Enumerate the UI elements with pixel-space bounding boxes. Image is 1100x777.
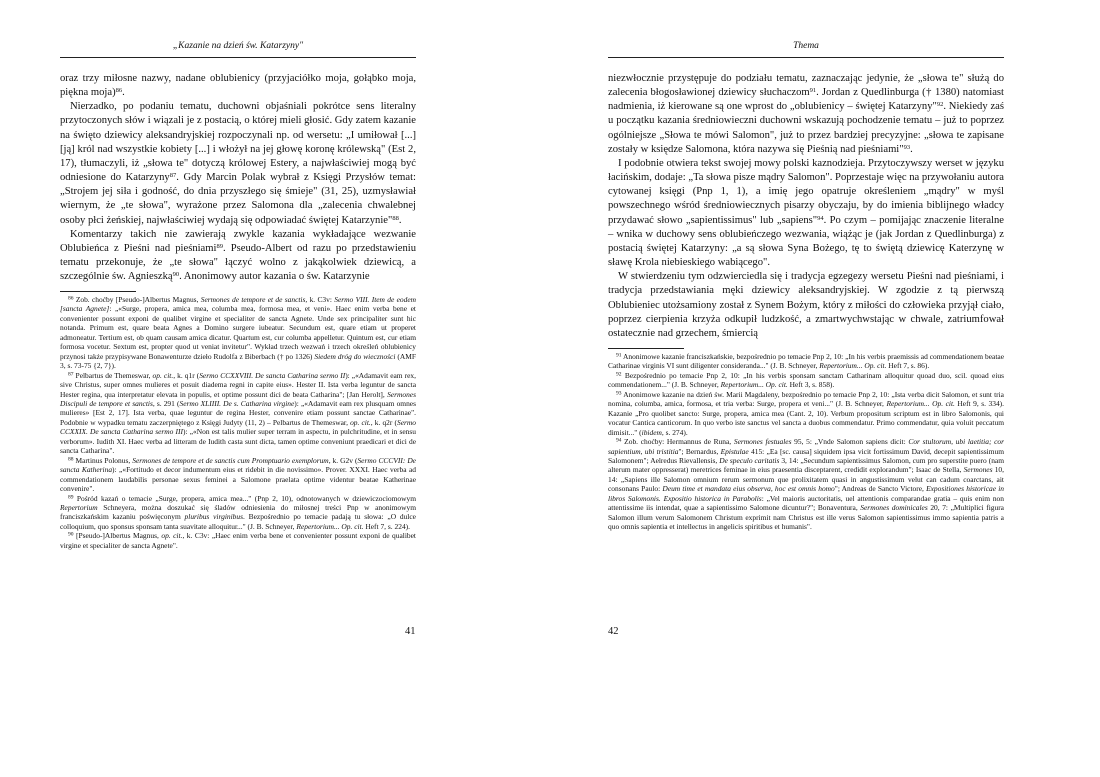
italic-text: Expositiones historicae in libros Salomonis. Expositio historica in Parabolis (608, 484, 1004, 503)
italic-text: Sermones (963, 465, 993, 475)
footnote-ref: 86 (115, 87, 123, 95)
italic-text: Sermo XLIIII. De s. Catharina virgine (179, 398, 295, 408)
text-run: 95, 5: „Vnde Salomon sapiens dicit: (791, 437, 909, 447)
footnote (60, 531, 416, 550)
text-run: (AMF 3, s. 73-75 {2, 7}). (60, 351, 416, 371)
paragraph (608, 157, 1004, 270)
italic-text: op. cit. (152, 370, 174, 380)
text-run: Anonimowe kazanie na dzień św. Marii Magdaleny, bezpośrednio po temacie Pnp 2, 10: „Ista verba dicit Salomon, et sunt tria nomina, columba, amica, formosa, et tria verba: Surge, propera et veni..." (J. B. Schneyer, (608, 389, 1004, 409)
text-run: Heft 3, s. 858). (787, 380, 835, 390)
italic-text: Deum time et mandata eius observa, hoc est omnis homo (662, 484, 835, 494)
text-run: Schneyera, można doszukać się śladów odniesienia do miłosnej treści Pnp w anonimowym franciszkańskim kazaniu poświęconym (60, 502, 416, 522)
italic-text: Repertorium... Op. cit. (720, 380, 788, 390)
text-run: 3, 14: „Secundum sapientissimus Salomon, cum pro superstite puero (nam alterum mater oppresserat) meretrices feminae in eius praesentia disceptarent, credidit explorandum"; Isaac de Stella, (608, 455, 1005, 475)
italic-text: Repertorium... Op. cit. (886, 399, 955, 409)
text-run: Pelbartus de Themeswar, (73, 370, 153, 380)
italic-text: op. cit. (350, 417, 371, 427)
footnote (608, 371, 1004, 390)
right-running-head: Thema (793, 41, 819, 51)
text-run: . Gdy Marcin Polak wybrał z Księgi Przysłów temat: „Strojem jej siła i godność, do dnia przyszłego się śmieje" (31, 25), uzmysławiał wiernym, że „te słowa", wyrażone przez Salomona dla „zalecenia chwalebnej osoby płci żeńskiej, najwłaściwiej wydają się odpowiadać świętej Katarzynie" (60, 172, 416, 226)
italic-text: Sermones de tempore et de sanctis (200, 295, 306, 304)
italic-text: Sermones de tempore et de sanctis cum Promptuario exemplorum (132, 455, 329, 465)
paragraph (608, 270, 1004, 341)
text-run: Heft 7, s. 224). (363, 521, 410, 531)
text-run: , s. 291 ( (152, 398, 180, 408)
footnote (608, 352, 1004, 371)
right-page-number: 42 (608, 626, 619, 637)
footnote (608, 390, 1004, 437)
footnote-ref: 87 (68, 371, 74, 378)
italic-text: pluribus virginibus (184, 512, 243, 522)
text-run: Nierzadko, po podaniu tematu, duchowni objaśniali pokrótce sens literalny przytoczonych słów i wiązali je z postacią, o której mieli głosić. Gdy zatem kazanie na święto dziewicy aleksandryjskiej rozpoczynali np. od wersetu: „I umiłował [...] [ją] król nad wszystkie kobiety [...] i włożył na jej głowę koronę królewską" (Est 2, 17), tłumaczyli, iż „słowa te" dotyczą królowej Estery, a najwłaściwiej mogą być odniesione do Katarzyny (60, 101, 416, 184)
text-run: 20, 7: „Multiplici figura Salomon illum verum Salomonem Christum exprimit nam Christus est ille verus Salomon sapientissimus immo sapientia patris a quo omnis sapientia et intellectus in angelicis spiritibus et humanis". (608, 503, 1004, 532)
text-run: : „Vel maioris auctoritatis, uel attentionis comparandae gratia – quis enim non attentissime iis intendat, quae a sapientissimo Salomone dicuntur?"; Bonaventura, (608, 493, 1004, 513)
text-run: Bezpośrednio po temacie Pnp 2, 10: „In his verbis sponsam sanctam Catharinam alloquitur quoad duo, scil. quoad eius commendationem..." (J. B. Schneyer, (608, 370, 1004, 390)
italic-text: Sermo CCXXVIII. De sancta Catharina sermo II (199, 370, 346, 380)
left-page-number: 41 (405, 626, 416, 637)
italic-text: De speculo caritatis (719, 455, 780, 465)
right-footnote-rule (608, 348, 684, 349)
footnote-ref: 88 (68, 456, 74, 463)
text-run: . (122, 87, 125, 99)
italic-text: Sermones Discipuli de tempore et sanctis (60, 389, 416, 408)
footnote-ref: 89 (68, 494, 74, 501)
italic-text: op. cit. (161, 531, 183, 541)
left-footnotes (60, 295, 416, 550)
footnote (60, 456, 416, 494)
text-run: , k. G2v ( (328, 455, 358, 465)
footnote (60, 494, 416, 532)
text-run: Komentarzy takich nie zawierają zwykle kazania wykładające wezwanie Oblubieńca z Pieśni nad pieśniami (60, 228, 416, 254)
italic-text: Sermo VIII. Item de eodem [sancta Agnete] (60, 295, 416, 314)
footnote-ref: 90 (68, 531, 74, 538)
text-run: , k. q1r ( (173, 370, 200, 380)
text-run: ): „«Non est talis mulier super terram in aspectu, in pulchritudine, et in sensu verborum». Iudith XI. Haec verba ad litteram de Iudith casta sunt dicta, tamen optime conveniunt praedicari et dici de sancta Catharina". (60, 427, 417, 456)
text-run: I podobnie otwiera tekst swojej mowy polski kaznodzieja. Przytoczywszy werset w języku łacińskim, dodaje: „Ta słowa pisze mądry Salomon". Poprzestaje więc na przywołaniu autora cytowanej księgi (Pnp 1, 1), a imię jego opatruje określeniem „mądry" w myśl powszechnego wśród średniowiecznych pisarzy obyczaju, by do imienia biblijnego władcy przydawać słowo „sapientissimus" lub „sapiens" (608, 157, 1004, 226)
text-run: Zob. choćby [Pseudo-]Albertus Magnus, (73, 295, 201, 304)
italic-text: Sermones festuales (733, 437, 792, 447)
text-run: Anonimowe kazanie franciszkańskie, bezpośrednio po temacie Pnp 2, 10: „In his verbis praemissis ad commendationem beatae Catharinae virginis VI sunt diligenter consideranda..." (J. B. Schneyer, (608, 352, 1004, 371)
left-body-text (60, 72, 416, 284)
text-run: niezwłocznie przystępuje do podziału tematu, zaznaczając jedynie, że „słowa te" służą do zalecenia błogosławionej dziewicy słuchaczom (608, 73, 1004, 99)
text-run: 415: „Ea [sc. causa] siquidem ipsa vicit fortissimum David, decepit sapientissimum Salomonem"; Aelredus Rievallensis, (608, 446, 1004, 465)
text-run: . Po czym – pomijając znaczenie literalne – wnika w duchowy sens oblubieńczego wezwania, wiążąc je (jak Jordan z Quedlinburga) z postacią świętej Katarzyny: „a są słowa Syna Bożego, tę to świętą dziewicę Katerzynę w sławę Krola niebieskiego wabiącego". (608, 214, 1004, 269)
paragraph (60, 228, 416, 285)
italic-text: ibidem (641, 427, 662, 437)
text-run: 10, 14: „Sapiens ille Salomon omnium rerum sermonum que prolixitatem quasi in angustissimum velut can cadum coarctans, ait consonans Paulo: (608, 465, 1004, 494)
text-run: . Anonimowy autor kazania o św. Katarzynie (179, 271, 370, 283)
text-run: , s. 274). (661, 427, 688, 437)
text-run: . Pseudo-Albert od razu po przedstawieniu tematu przekonuje, że „te słowa" łączyć wolno z jakąkolwiek dziewicą, a szczególnie św. Agnieszką (60, 242, 416, 283)
footnote-ref: 89 (216, 242, 223, 250)
footnote-ref: 91 (616, 352, 622, 359)
footnote-ref: 92 (616, 371, 622, 378)
footnote-ref: 91 (809, 87, 817, 95)
text-run: "; Andreas de Sancto Victore, (834, 484, 927, 494)
text-run: Zob. choćby: Hermannus de Runa, (621, 437, 734, 447)
text-run: Pośród kazań o temacie „Surge, propera, amica mea..." (Pnp 2, 10), odnotowanych w dziewiczociomowym (73, 493, 416, 503)
text-run: ): „«Fortitudo et decor indumentum eius et ridebit in die novissimo». Prover. XXXI. Haec verba ad commendationem laudabilis personae sexus feminei a Salomone praelata optime videntur beatae Katherinae convenire". (60, 465, 416, 494)
text-run: Heft 9, s. 334). Kazanie „Pro quolibet sancto: Surge, propera, amica mea (Cant. 2, 10). Verbum propositum scriptum est in libro Salomonis, qui vocatur Cantica canticorum. In quo verbo iste sanctus vel sancta a duobus commendatur. Primo commendatur, quia voluit peccatum dimisit..." ( (608, 399, 1004, 437)
paragraph (608, 72, 1004, 157)
left-footnote-rule (60, 291, 136, 292)
text-run: , k. C3v: „Haec enim verba bene et convenienter possunt exponi de qualibet virgine et specialiter de sancta Agnete". (60, 531, 416, 550)
text-run: ): „«Adamavit eam rex plusquam omnes mulieres» [Est 2, 17]. Ista verba, quae leguntur de regina Hester, convenire etiam possunt sanctae Catharinae". Podobnie w wypadku tematu zaczerpniętego z Księgi Judyty (11, 2) – Pelbartus de Themeswar, (60, 398, 416, 427)
right-footnotes (608, 352, 1004, 532)
paragraph (60, 72, 416, 100)
right-body-text (608, 72, 1004, 341)
right-page (550, 0, 1100, 777)
italic-text: Repertorium... Op. cit. (819, 361, 887, 371)
left-running-head: „Kazanie na dzień św. Katarzyny" (172, 41, 304, 51)
footnote-ref: 87 (169, 172, 177, 180)
footnote (60, 371, 416, 456)
left-header-rule (60, 57, 416, 58)
paragraph (60, 100, 416, 227)
footnote-ref: 92 (936, 101, 944, 109)
footnote (60, 295, 416, 371)
italic-text: Repertorium (60, 502, 98, 512)
footnote-ref: 93 (616, 390, 622, 397)
text-run: , k. C3v: (305, 295, 335, 304)
text-run: [Pseudo-]Albertus Magnus, (73, 531, 162, 541)
text-run: Heft 7, s. 86). (886, 361, 930, 371)
text-run: : „«Surge, propera, amica mea, columba mea, formosa mea, et veni». Haec enim verba bene et convenienter possunt exponi de qualibet virgine et specialiter de sancta Agnete. Unde sex principaliter sunt hic notanda. Primum est, quare beata Agnes a Domino surgere iubeatur. Secundum est, quare etiam ut properet admoneatur. Tertium est, ob quam causam amica dicatur. Quartum est, cur columba appelletur. Quintum est, cur etiam formosa vocetur. Sextum est, propter quod ut veniat invitetur". Wykład trzech wezwań i trzech określeń oblubienicy przynosi także przypisywane Bonawenturze dzieło Rudolfa z Biberbach († po 1326) (60, 304, 417, 361)
text-run: Martinus Polonus, (73, 455, 133, 465)
italic-text: Siedem dróg do wieczności (314, 351, 396, 361)
text-run: . Niekiedy zaś u początku kazania średniowieczni duchowni wskazują pochodzenie tematu – już to poprzez ogólniejsze „Słowa te mówi Salomon", już to przez bardziej precyzyjne: „słowa te zapisane zostały w księdze Salomona, która nazywa się Pieśnią nad pieśniami" (608, 101, 1004, 155)
text-run: oraz trzy miłosne nazwy, nadane oblubienicy (przyjaciółko moja, gołąbko moja, piękna moja) (60, 73, 416, 99)
text-run: "; Bernardus, (678, 446, 721, 456)
right-header-rule (608, 57, 1004, 58)
italic-text: Sermo CCXXIX. De sancta Catharina sermo III (60, 417, 416, 437)
footnote-ref: 86 (68, 295, 74, 302)
text-run: . (910, 143, 913, 155)
footnote-ref: 93 (903, 143, 911, 151)
text-run: . (398, 214, 402, 226)
italic-text: Sermo CCCVII: De sancta Katherina (60, 455, 416, 475)
footnote-ref: 90 (172, 271, 180, 279)
italic-text: Sermones dominicales (860, 503, 928, 513)
footnote (608, 437, 1004, 532)
footnote-ref: 94 (817, 214, 824, 222)
italic-text: Repertorium... Op. cit. (296, 521, 364, 531)
footnote-ref: 88 (392, 214, 399, 222)
italic-text: Cor stultorum, ubi laetitia; cor sapientium, ubi tristitia (608, 437, 1005, 456)
text-run: ): „«Adamavit eam rex, sive Christus, super omnes mulieres et posuit diadema regni in capite eius». Hester II. Ista verba leguntur de sancta Hester regina, qua interpretatur elevata in populis, et optime possunt dici de beata Catharina"; [Jan Herolt], (60, 370, 416, 399)
text-run: W stwierdzeniu tym odzwierciedla się i tradycja egzegezy wersetu Pieśni nad pieśniami, i tradycja przedstawiania męki dziewicy aleksandryjskiej. W zgodzie z tą pierwszą Oblubieniec utożsamiony został z Synem Bożym, który z miłości do człowieka przyjął ciało, poprzez cierpienia krzyża odkupił ludzkość, a zmartwychwstając w chwale, zatriumfował ostatecznie nad grzechem, śmiercią (608, 271, 1004, 339)
text-run: , k. q2r ( (370, 417, 397, 427)
text-run: . Jordan z Quedlinburga († 1380) natomiast nadmienia, iż kierowane są one wprost do „oblubienicy – świętej Katarzyny" (608, 87, 1004, 113)
italic-text: Epistulae (720, 446, 749, 456)
text-run: . Bezpośrednio po temacie padają tu słowa: „O dulce colloquium, quo sponsus sponsam tanta suavitate alloquitur..." (J. B. Schneyer, (60, 512, 416, 531)
footnote-ref: 94 (616, 437, 622, 444)
